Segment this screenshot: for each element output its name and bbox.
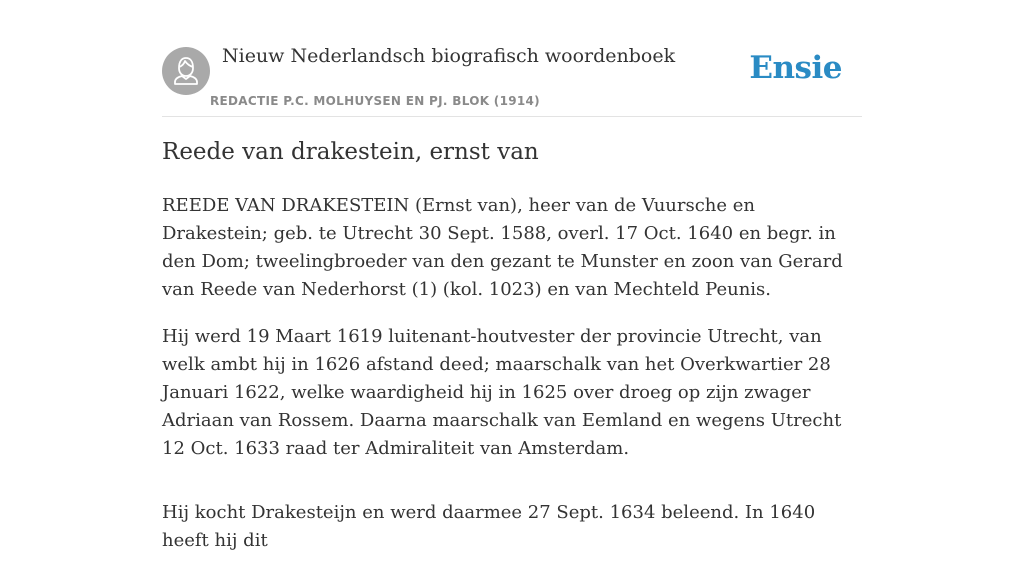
article-paragraph: Hij kocht Drakesteijn en werd daarmee 27 Sept. 1634 beleend. In 1640 heeft hij dit (162, 502, 816, 551)
article-body (162, 192, 862, 574)
user-silhouette-icon[interactable] (162, 47, 210, 95)
ensie-logo[interactable]: Ensie (749, 50, 842, 86)
article-title: Reede van drakestein, ernst van (162, 139, 539, 165)
source-editors: REDACTIE P.C. MOLHUYSEN EN PJ. BLOK (1914) (210, 94, 540, 108)
article-paragraph: Hij werd 19 Maart 1619 luitenant-houtvester der provincie Utrecht, van welk ambt hij in 1626 afstand deed; maarschalk van het Overkwartier 28 Januari 1622, welke waardigheid hij in 1625 over droeg op zijn zwager Adriaan van Rossem. Daarna maarschalk van Eemland en wegens Utrecht 12 Oct. 1633 raad ter Admiraliteit van Amsterdam. (162, 326, 842, 459)
page (162, 0, 862, 551)
source-header (162, 0, 862, 117)
source-title[interactable]: Nieuw Nederlandsch biografisch woordenboek (222, 45, 676, 67)
article-paragraph: REEDE VAN DRAKESTEIN (Ernst van), heer van de Vuursche en Drakestein; geb. te Utrecht 30 Sept. 1588, overl. 17 Oct. 1640 en begr. in den Dom; tweelingbroeder van den gezant te Munster en zoon van Gerard van Reede van Nederhorst (1) (kol. 1023) en van Mechteld Peunis. (162, 195, 843, 300)
